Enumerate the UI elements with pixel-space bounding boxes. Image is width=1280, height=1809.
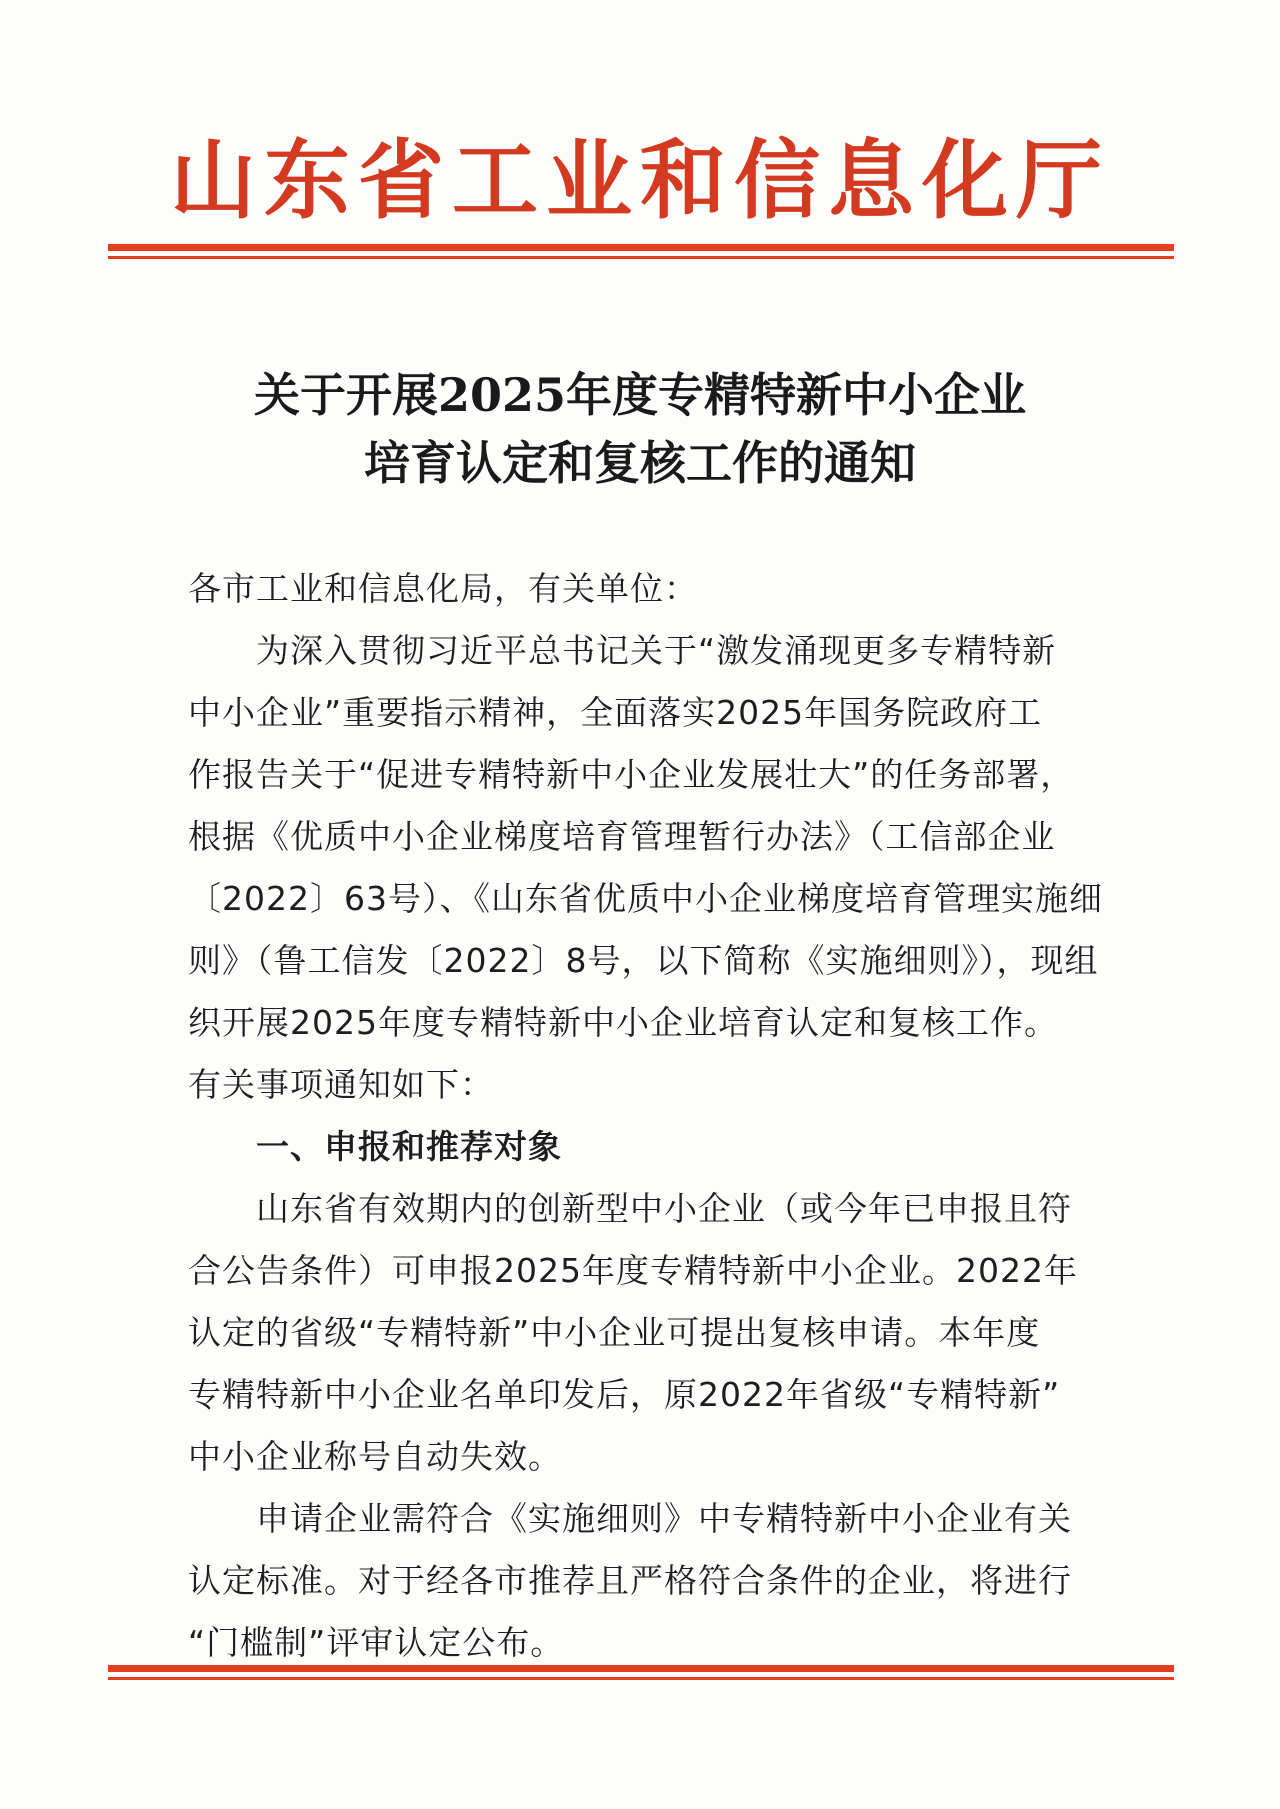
body-line: “门槛制”评审认定公布。 — [188, 1623, 565, 1662]
body-line: 申请企业需符合《实施细则》中专精特新中小企业有关 — [256, 1499, 1072, 1538]
notice-body — [188, 558, 1103, 1674]
salutation: 各市工业和信息化局，有关单位： — [188, 569, 698, 608]
letterhead-red-rule — [108, 244, 1174, 259]
red-rule-thin — [108, 1677, 1174, 1680]
body-line: 织开展2025年度专精特新中小企业培育认定和复核工作。 — [188, 1003, 1058, 1042]
body-line: 中小企业称号自动失效。 — [188, 1437, 562, 1476]
letterhead-title: 山东省工业和信息化厅 — [170, 130, 1110, 231]
body-line: 合公告条件）可申报2025年度专精特新中小企业。2022年 — [188, 1251, 1078, 1290]
notice-title-line-2: 培育认定和复核工作的通知 — [364, 436, 916, 490]
red-rule-thick — [108, 1665, 1174, 1672]
notice-title-line-1: 关于开展2025年度专精特新中小企业 — [253, 368, 1027, 422]
red-rule-thin — [108, 256, 1174, 259]
body-line: 认定标准。对于经各市推荐且严格符合条件的企业，将进行 — [188, 1561, 1072, 1600]
body-line: 作报告关于“促进专精特新中小企业发展壮大”的任务部署， — [188, 755, 1075, 794]
body-line: 〔2022〕63号）、《山东省优质中小企业梯度培育管理实施细 — [188, 879, 1103, 918]
body-line: 专精特新中小企业名单印发后，原2022年省级“专精特新” — [188, 1375, 1061, 1414]
body-line: 为深入贯彻习近平总书记关于“激发涌现更多专精特新 — [256, 631, 1057, 670]
body-line: 中小企业”重要指示精神，全面落实2025年国务院政府工 — [188, 693, 1043, 732]
body-line: 山东省有效期内的创新型中小企业（或今年已申报且符 — [256, 1189, 1072, 1228]
red-rule-thick — [108, 244, 1174, 251]
body-line: 则》（鲁工信发〔2022〕8号，以下简称《实施细则》），现组 — [188, 941, 1099, 980]
section-heading: 一、申报和推荐对象 — [256, 1127, 562, 1166]
body-line: 有关事项通知如下： — [188, 1065, 494, 1104]
footer-red-rule — [108, 1665, 1174, 1680]
body-line: 认定的省级“专精特新”中小企业可提出复核申请。本年度 — [188, 1313, 1041, 1352]
body-line: 根据《优质中小企业梯度培育管理暂行办法》（工信部企业 — [188, 817, 1056, 856]
